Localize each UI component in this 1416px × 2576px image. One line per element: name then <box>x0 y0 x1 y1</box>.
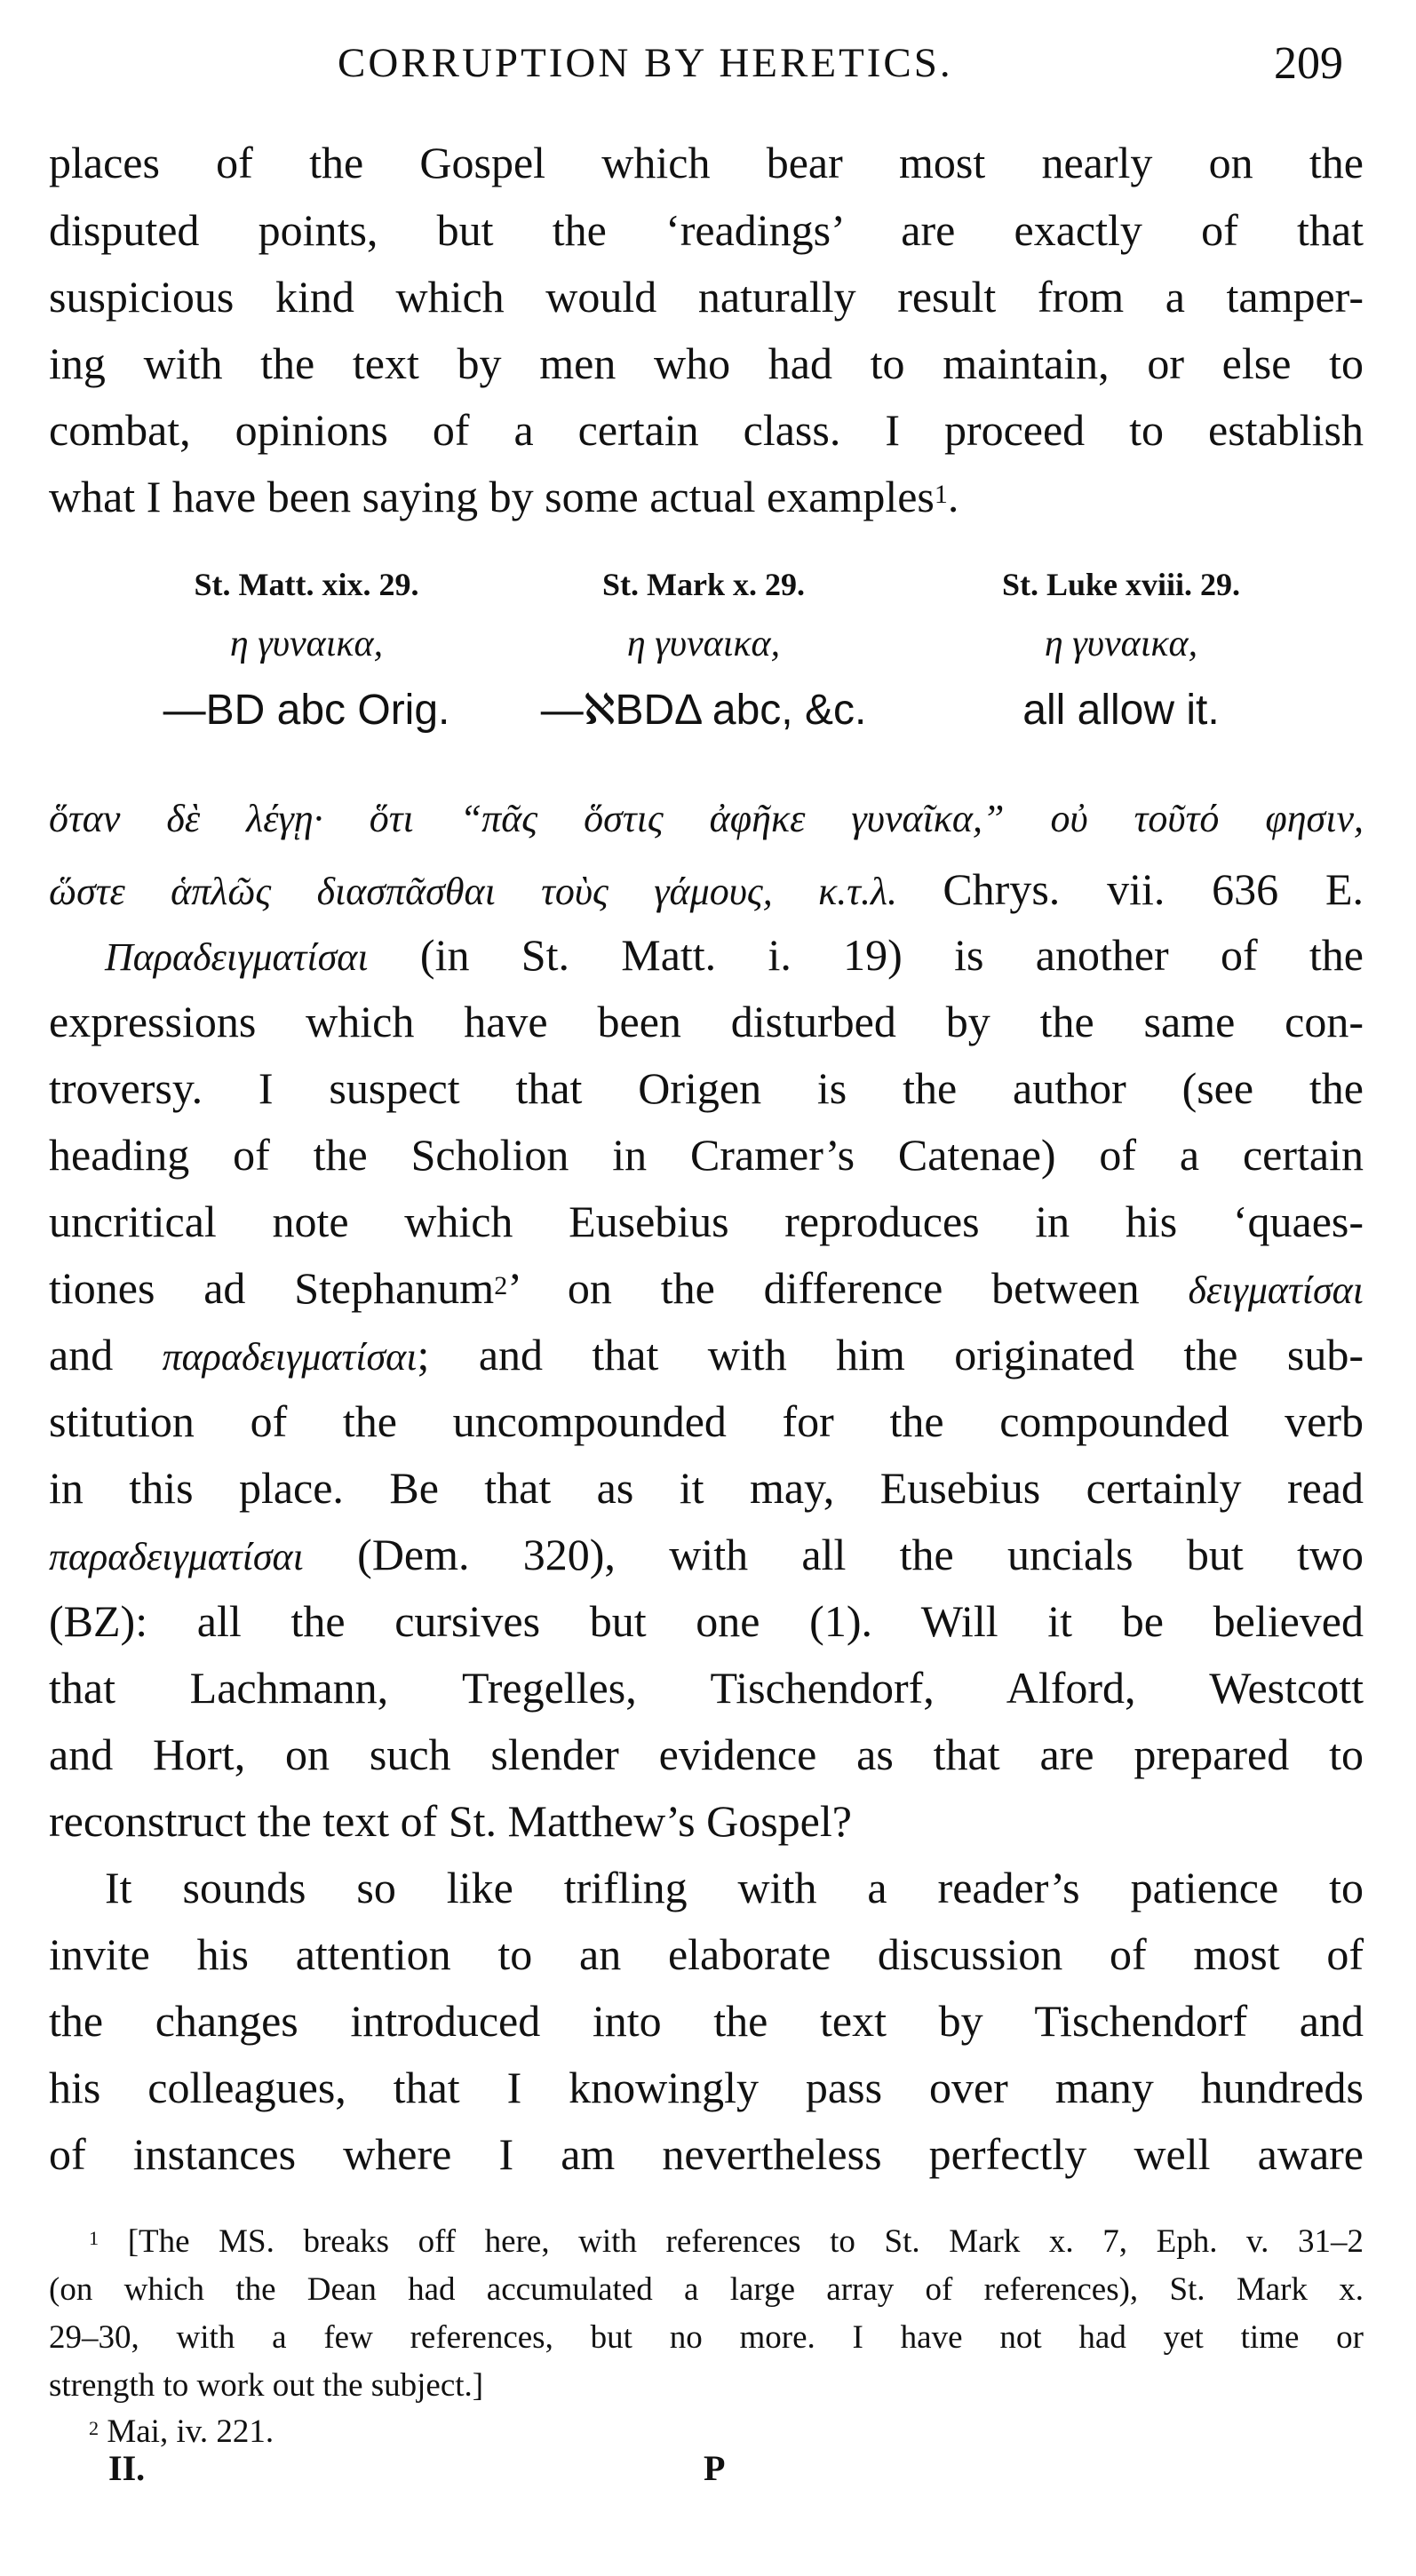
body-line: of instances where I am nevertheless perfectly well aware <box>49 2129 1364 2179</box>
punctuation: . <box>947 472 959 521</box>
footnote-1-line: strength to work out the subject.] <box>49 2367 484 2404</box>
passage-reference: St. Luke xviii. 29. <box>1001 567 1241 602</box>
body-line-last <box>49 474 1364 519</box>
body-line: disputed points, but the ‘readings’ are exactly of that <box>49 205 1364 255</box>
body-line: his colleagues, that I knowingly pass over many hundreds <box>49 2063 1364 2112</box>
footnote-1-line: (on which the Dean had accumulated a large array of references), St. Mark x. <box>49 2271 1364 2308</box>
witnesses: all allow it. <box>1022 687 1220 734</box>
body-line: stitution of the uncompounded for the compounded verb <box>49 1396 1364 1446</box>
body-line: troversy. I suspect that Origen is the author (see the <box>49 1063 1364 1113</box>
body-line: in this place. Be that as it may, Eusebius certainly read <box>49 1463 1364 1513</box>
greek-quotation-line: ὅταν δὲ λέγῃ· ὅτι “πᾶς ὅστις ἀφῆκε γυναῖκα,” οὐ τοῦτό φησιν, <box>49 797 1364 840</box>
body-line: uncritical note which Eusebius reproduces in his ‘quaes- <box>49 1197 1364 1246</box>
body-line <box>105 930 1364 980</box>
body-line: that Lachmann, Tregelles, Tischendorf, Alford, Westcott <box>49 1663 1364 1713</box>
witnesses: —BD abc Orig. <box>163 687 450 734</box>
witnesses: —ℵBDΔ abc, &c. <box>540 687 867 734</box>
parallel-column-matthew <box>76 568 537 732</box>
body-line <box>49 1332 1364 1377</box>
body-line-last: reconstruct the text of St. Matthew’s Gospel? <box>49 1796 852 1846</box>
body-line: and Hort, on such slender evidence as that are prepared to <box>49 1729 1364 1779</box>
footnote-1-line <box>89 2225 1364 2258</box>
body-text: tiones ad Stephanum <box>49 1263 495 1313</box>
greek-text: ὥστε ἁπλῶς διασπᾶσθαι τοὺς γάμους, κ.τ.λ. <box>49 870 898 913</box>
body-line: the changes introduced into the text by Tischendorf and <box>49 1996 1364 2046</box>
body-line: combat, opinions of a certain class. I proceed to establish <box>49 405 1364 455</box>
body-line: places of the Gospel which bear most nearly on the <box>49 138 1364 187</box>
parallel-column-mark <box>473 568 935 732</box>
parallel-column-luke <box>890 568 1352 732</box>
greek-word: δειγματίσαι <box>1188 1268 1364 1312</box>
footnote-mark: 2 <box>89 2417 99 2440</box>
body-text: (in St. Matt. i. 19) is another of the <box>419 930 1364 980</box>
greek-reading: η γυναικα, <box>229 624 384 664</box>
greek-word: παραδειγματίσαι <box>162 1335 418 1379</box>
body-line <box>49 1532 1364 1577</box>
body-line: suspicious kind which would naturally result from a tamper- <box>49 272 1364 322</box>
footnote-text: Mai, iv. 221. <box>107 2413 274 2450</box>
body-text: (Dem. 320), with all the uncials but two <box>357 1530 1364 1579</box>
running-title: CORRUPTION BY HERETICS. <box>338 40 953 86</box>
body-text: ; and that with him originated the sub- <box>417 1330 1364 1379</box>
body-line: (BZ): all the cursives but one (1). Will it be believed <box>49 1596 1364 1646</box>
page-number: 209 <box>1274 38 1343 89</box>
greek-word: Παραδειγματίσαι <box>105 935 369 979</box>
body-line: invite his attention to an elaborate discussion of most of <box>49 1929 1364 1979</box>
parallel-passages <box>0 568 1416 755</box>
footnote-mark: 1 <box>89 2227 99 2250</box>
greek-quotation-line <box>49 864 1364 914</box>
volume-signature: II. <box>108 2448 146 2488</box>
passage-reference: St. Matt. xix. 29. <box>194 567 419 602</box>
greek-word: παραδειγματίσαι <box>49 1535 304 1578</box>
body-text: what I have been saying by some actual examples <box>49 472 935 521</box>
footnote-ref[interactable]: 1 <box>934 479 948 509</box>
footnote-ref[interactable]: 2 <box>494 1270 508 1300</box>
footnote-1-line: 29–30, with a few references, but no more. I have not had yet time or <box>49 2319 1364 2356</box>
source-reference: Chrys. vii. 636 E. <box>943 864 1364 914</box>
body-line: heading of the Scholion in Cramer’s Catenae) of a certain <box>49 1130 1364 1180</box>
running-header <box>0 39 1416 92</box>
body-line: expressions which have been disturbed by the same con- <box>49 997 1364 1046</box>
body-line: It sounds so like trifling with a reader’s patience to <box>105 1863 1364 1912</box>
gathering-letter: P <box>704 2448 726 2488</box>
passage-reference: St. Mark x. 29. <box>602 567 805 602</box>
body-line: ing with the text by men who had to maintain, or else to <box>49 338 1364 388</box>
body-text: and <box>49 1330 114 1379</box>
greek-reading: η γυναικα, <box>1044 624 1198 664</box>
footnote-2 <box>89 2415 1364 2448</box>
footnote-text: [The MS. breaks off here, with references to St. Mark x. 7, Eph. v. 31–2 <box>127 2223 1364 2260</box>
body-text: ’ on the difference between <box>507 1263 1140 1313</box>
greek-reading: η γυναικα, <box>626 624 781 664</box>
body-line <box>49 1263 1364 1313</box>
